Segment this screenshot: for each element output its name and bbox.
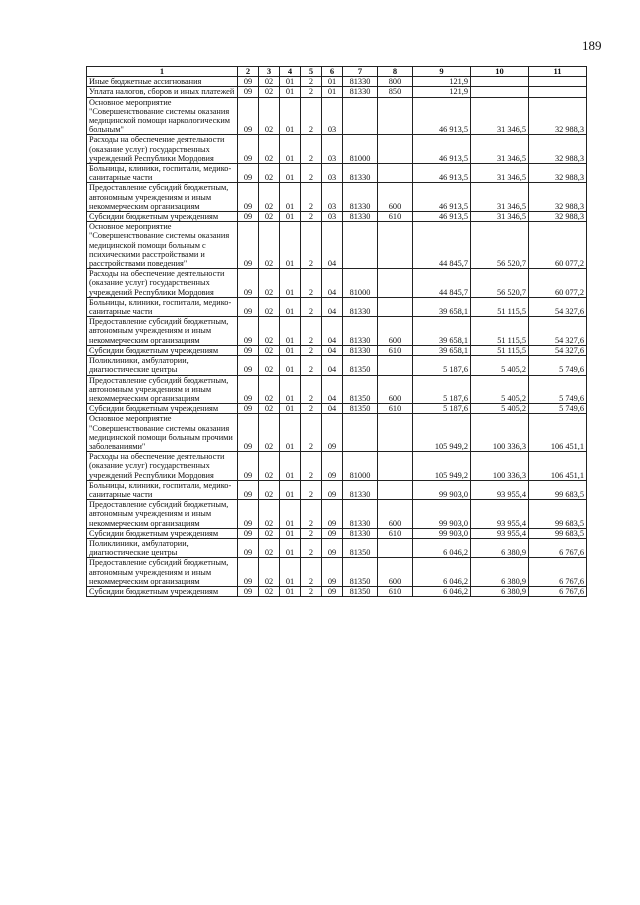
code-subprogram-cell: 2 [301, 297, 322, 316]
code-direction-cell: 81350 [343, 404, 378, 414]
amount-col-11-cell: 54 327,6 [529, 297, 587, 316]
amount-col-9-cell: 121,9 [413, 87, 471, 97]
amount-col-11-cell: 60 077,2 [529, 222, 587, 269]
code-subprogram-cell: 2 [301, 87, 322, 97]
amount-col-11-cell: 106 451,1 [529, 452, 587, 481]
amount-col-9-cell: 6 046,2 [413, 558, 471, 587]
amount-col-11-cell: 32 988,3 [529, 212, 587, 222]
code-direction-cell [343, 222, 378, 269]
code-program-cell: 01 [280, 558, 301, 587]
code-direction-cell [343, 414, 378, 452]
code-program-cell: 01 [280, 345, 301, 355]
code-subsection-cell: 02 [259, 135, 280, 164]
item-name-cell: Субсидии бюджетным учреждениям [87, 404, 238, 414]
code-event-cell: 04 [322, 345, 343, 355]
amount-col-11-cell: 99 683,5 [529, 500, 587, 529]
code-direction-cell: 81330 [343, 480, 378, 499]
item-name-cell: Расходы на обеспечение деятельности (оказание услуг) государственных учреждений Республики Мордовия [87, 135, 238, 164]
code-subprogram-cell: 2 [301, 558, 322, 587]
code-direction-cell: 81330 [343, 183, 378, 212]
code-subprogram-cell: 2 [301, 222, 322, 269]
code-direction-cell: 81000 [343, 452, 378, 481]
code-subprogram-cell: 2 [301, 375, 322, 404]
header-row [87, 67, 587, 77]
code-event-cell: 03 [322, 97, 343, 135]
code-expense-type-cell [378, 414, 413, 452]
code-event-cell: 01 [322, 87, 343, 97]
code-section-cell: 09 [238, 375, 259, 404]
amount-col-11-cell [529, 77, 587, 87]
table-row [87, 404, 587, 414]
code-program-cell: 01 [280, 480, 301, 499]
code-direction-cell: 81330 [343, 317, 378, 346]
header-cell: 9 [413, 67, 471, 77]
amount-col-9-cell: 99 903,0 [413, 528, 471, 538]
table-row [87, 345, 587, 355]
table-row [87, 97, 587, 135]
code-section-cell: 09 [238, 135, 259, 164]
amount-col-10-cell: 100 336,3 [471, 452, 529, 481]
amount-col-11-cell: 6 767,6 [529, 558, 587, 587]
code-direction-cell: 81330 [343, 87, 378, 97]
code-direction-cell: 81330 [343, 500, 378, 529]
code-subsection-cell: 02 [259, 87, 280, 97]
code-expense-type-cell: 600 [378, 500, 413, 529]
code-section-cell: 09 [238, 538, 259, 557]
amount-col-9-cell: 6 046,2 [413, 538, 471, 557]
code-subprogram-cell: 2 [301, 77, 322, 87]
table-row [87, 297, 587, 316]
item-name-cell: Основное мероприятие "Совершенствование системы оказания медицинской помощи больным прочими заболеваниями" [87, 414, 238, 452]
code-section-cell: 09 [238, 183, 259, 212]
code-event-cell: 03 [322, 183, 343, 212]
code-direction-cell: 81330 [343, 297, 378, 316]
header-cell: 1 [87, 67, 238, 77]
code-program-cell: 01 [280, 135, 301, 164]
code-program-cell: 01 [280, 528, 301, 538]
code-subprogram-cell: 2 [301, 586, 322, 596]
code-expense-type-cell: 800 [378, 77, 413, 87]
item-name-cell: Субсидии бюджетным учреждениям [87, 345, 238, 355]
code-program-cell: 01 [280, 164, 301, 183]
table-row [87, 528, 587, 538]
code-subsection-cell: 02 [259, 164, 280, 183]
code-event-cell: 04 [322, 404, 343, 414]
code-expense-type-cell: 600 [378, 558, 413, 587]
code-section-cell: 09 [238, 528, 259, 538]
item-name-cell: Субсидии бюджетным учреждениям [87, 586, 238, 596]
amount-col-10-cell: 56 520,7 [471, 222, 529, 269]
amount-col-9-cell: 46 913,5 [413, 164, 471, 183]
code-expense-type-cell: 610 [378, 404, 413, 414]
amount-col-11-cell: 54 327,6 [529, 345, 587, 355]
code-program-cell: 01 [280, 404, 301, 414]
amount-col-9-cell: 46 913,5 [413, 183, 471, 212]
code-section-cell: 09 [238, 212, 259, 222]
table-row [87, 414, 587, 452]
item-name-cell: Расходы на обеспечение деятельности (оказание услуг) государственных учреждений Республики Мордовия [87, 452, 238, 481]
code-direction-cell [343, 97, 378, 135]
item-name-cell: Поликлиники, амбулатории, диагностические центры [87, 356, 238, 375]
code-event-cell: 04 [322, 375, 343, 404]
code-event-cell: 09 [322, 480, 343, 499]
amount-col-10-cell: 93 955,4 [471, 480, 529, 499]
code-subprogram-cell: 2 [301, 404, 322, 414]
table-row [87, 480, 587, 499]
code-section-cell: 09 [238, 452, 259, 481]
table-row [87, 317, 587, 346]
code-expense-type-cell [378, 480, 413, 499]
code-section-cell: 09 [238, 558, 259, 587]
amount-col-11-cell: 5 749,6 [529, 356, 587, 375]
item-name-cell: Субсидии бюджетным учреждениям [87, 528, 238, 538]
code-subprogram-cell: 2 [301, 452, 322, 481]
amount-col-9-cell: 44 845,7 [413, 269, 471, 298]
code-subsection-cell: 02 [259, 404, 280, 414]
code-expense-type-cell: 610 [378, 586, 413, 596]
amount-col-10-cell: 6 380,9 [471, 586, 529, 596]
table-row [87, 500, 587, 529]
code-section-cell: 09 [238, 345, 259, 355]
code-subprogram-cell: 2 [301, 317, 322, 346]
code-subprogram-cell: 2 [301, 345, 322, 355]
code-section-cell: 09 [238, 356, 259, 375]
code-subprogram-cell: 2 [301, 269, 322, 298]
code-subprogram-cell: 2 [301, 538, 322, 557]
amount-col-9-cell: 105 949,2 [413, 452, 471, 481]
table-row [87, 87, 587, 97]
table-row [87, 212, 587, 222]
amount-col-11-cell: 32 988,3 [529, 135, 587, 164]
code-subsection-cell: 02 [259, 183, 280, 212]
code-program-cell: 01 [280, 452, 301, 481]
code-program-cell: 01 [280, 586, 301, 596]
code-direction-cell: 81000 [343, 269, 378, 298]
code-program-cell: 01 [280, 317, 301, 346]
code-expense-type-cell: 600 [378, 375, 413, 404]
table-row [87, 164, 587, 183]
table-row [87, 135, 587, 164]
page-number: 189 [582, 38, 602, 53]
code-event-cell: 09 [322, 538, 343, 557]
header-cell: 5 [301, 67, 322, 77]
code-event-cell: 04 [322, 222, 343, 269]
amount-col-9-cell: 46 913,5 [413, 212, 471, 222]
code-event-cell: 04 [322, 317, 343, 346]
code-direction-cell: 81350 [343, 558, 378, 587]
code-event-cell: 09 [322, 528, 343, 538]
amount-col-11-cell: 5 749,6 [529, 404, 587, 414]
table-row [87, 452, 587, 481]
code-event-cell: 04 [322, 269, 343, 298]
code-subsection-cell: 02 [259, 528, 280, 538]
item-name-cell: Предоставление субсидий бюджетным, автономным учреждениям и иным некоммерческим организациям [87, 317, 238, 346]
header-cell: 3 [259, 67, 280, 77]
code-section-cell: 09 [238, 500, 259, 529]
code-section-cell: 09 [238, 269, 259, 298]
code-expense-type-cell: 610 [378, 345, 413, 355]
code-subsection-cell: 02 [259, 77, 280, 87]
header-cell: 6 [322, 67, 343, 77]
code-section-cell: 09 [238, 480, 259, 499]
code-subsection-cell: 02 [259, 269, 280, 298]
code-direction-cell: 81330 [343, 212, 378, 222]
code-expense-type-cell: 600 [378, 317, 413, 346]
amount-col-10-cell: 5 405,2 [471, 404, 529, 414]
item-name-cell: Больницы, клиники, госпитали, медико-санитарные части [87, 297, 238, 316]
code-program-cell: 01 [280, 212, 301, 222]
code-expense-type-cell [378, 538, 413, 557]
amount-col-11-cell: 5 749,6 [529, 375, 587, 404]
code-subsection-cell: 02 [259, 97, 280, 135]
code-section-cell: 09 [238, 404, 259, 414]
amount-col-9-cell: 99 903,0 [413, 480, 471, 499]
code-expense-type-cell [378, 269, 413, 298]
amount-col-10-cell: 5 405,2 [471, 375, 529, 404]
amount-col-9-cell: 39 658,1 [413, 297, 471, 316]
code-event-cell: 03 [322, 135, 343, 164]
table-body [87, 77, 587, 597]
code-subprogram-cell: 2 [301, 356, 322, 375]
amount-col-11-cell: 32 988,3 [529, 164, 587, 183]
amount-col-10-cell: 93 955,4 [471, 500, 529, 529]
amount-col-9-cell: 6 046,2 [413, 586, 471, 596]
code-subsection-cell: 02 [259, 222, 280, 269]
table-row [87, 183, 587, 212]
code-program-cell: 01 [280, 414, 301, 452]
amount-col-11-cell: 32 988,3 [529, 183, 587, 212]
table-row [87, 77, 587, 87]
code-subsection-cell: 02 [259, 452, 280, 481]
code-program-cell: 01 [280, 269, 301, 298]
code-subprogram-cell: 2 [301, 480, 322, 499]
code-program-cell: 01 [280, 297, 301, 316]
amount-col-9-cell: 46 913,5 [413, 135, 471, 164]
code-section-cell: 09 [238, 297, 259, 316]
code-expense-type-cell [378, 135, 413, 164]
code-direction-cell: 81330 [343, 164, 378, 183]
code-section-cell: 09 [238, 87, 259, 97]
amount-col-11-cell: 99 683,5 [529, 480, 587, 499]
amount-col-10-cell: 51 115,5 [471, 317, 529, 346]
code-direction-cell: 81350 [343, 356, 378, 375]
code-direction-cell: 81350 [343, 586, 378, 596]
code-event-cell: 09 [322, 558, 343, 587]
amount-col-9-cell: 39 658,1 [413, 345, 471, 355]
code-expense-type-cell: 600 [378, 183, 413, 212]
amount-col-10-cell: 51 115,5 [471, 345, 529, 355]
item-name-cell: Основное мероприятие "Совершенствование системы оказания медицинской помощи наркологическим больным" [87, 97, 238, 135]
amount-col-10-cell: 5 405,2 [471, 356, 529, 375]
code-event-cell: 09 [322, 414, 343, 452]
item-name-cell: Предоставление субсидий бюджетным, автономным учреждениям и иным некоммерческим организациям [87, 183, 238, 212]
code-direction-cell: 81330 [343, 345, 378, 355]
item-name-cell: Уплата налогов, сборов и иных платежей [87, 87, 238, 97]
code-subsection-cell: 02 [259, 538, 280, 557]
amount-col-10-cell: 31 346,5 [471, 164, 529, 183]
code-expense-type-cell [378, 452, 413, 481]
code-subsection-cell: 02 [259, 586, 280, 596]
code-expense-type-cell [378, 222, 413, 269]
item-name-cell: Предоставление субсидий бюджетным, автономным учреждениям и иным некоммерческим организациям [87, 375, 238, 404]
code-direction-cell: 81350 [343, 538, 378, 557]
code-event-cell: 04 [322, 297, 343, 316]
amount-col-10-cell: 6 380,9 [471, 538, 529, 557]
amount-col-9-cell: 121,9 [413, 77, 471, 87]
code-event-cell: 09 [322, 452, 343, 481]
code-event-cell: 01 [322, 77, 343, 87]
amount-col-9-cell: 44 845,7 [413, 222, 471, 269]
amount-col-9-cell: 39 658,1 [413, 317, 471, 346]
code-subsection-cell: 02 [259, 480, 280, 499]
amount-col-9-cell: 46 913,5 [413, 97, 471, 135]
amount-col-10-cell [471, 87, 529, 97]
budget-table [86, 66, 587, 597]
amount-col-10-cell: 100 336,3 [471, 414, 529, 452]
code-expense-type-cell: 610 [378, 528, 413, 538]
code-event-cell: 04 [322, 356, 343, 375]
code-subsection-cell: 02 [259, 414, 280, 452]
amount-col-11-cell [529, 87, 587, 97]
header-cell: 11 [529, 67, 587, 77]
code-program-cell: 01 [280, 222, 301, 269]
item-name-cell: Основное мероприятие "Совершенствование системы оказания медицинской помощи больным с психическими расстройствами и расстройствами поведения" [87, 222, 238, 269]
code-subsection-cell: 02 [259, 297, 280, 316]
amount-col-11-cell: 60 077,2 [529, 269, 587, 298]
code-event-cell: 09 [322, 500, 343, 529]
item-name-cell: Предоставление субсидий бюджетным, автономным учреждениям и иным некоммерческим организациям [87, 500, 238, 529]
item-name-cell: Больницы, клиники, госпитали, медико-санитарные части [87, 164, 238, 183]
code-expense-type-cell [378, 97, 413, 135]
code-subprogram-cell: 2 [301, 528, 322, 538]
code-subprogram-cell: 2 [301, 500, 322, 529]
code-program-cell: 01 [280, 77, 301, 87]
item-name-cell: Поликлиники, амбулатории, диагностические центры [87, 538, 238, 557]
table-row [87, 222, 587, 269]
table-row [87, 269, 587, 298]
amount-col-11-cell: 6 767,6 [529, 586, 587, 596]
item-name-cell: Больницы, клиники, госпитали, медико-санитарные части [87, 480, 238, 499]
table-row [87, 375, 587, 404]
amount-col-9-cell: 5 187,6 [413, 375, 471, 404]
code-section-cell: 09 [238, 414, 259, 452]
code-subsection-cell: 02 [259, 212, 280, 222]
code-subsection-cell: 02 [259, 317, 280, 346]
code-program-cell: 01 [280, 500, 301, 529]
amount-col-10-cell: 31 346,5 [471, 183, 529, 212]
code-section-cell: 09 [238, 222, 259, 269]
code-subprogram-cell: 2 [301, 414, 322, 452]
amount-col-10-cell: 31 346,5 [471, 135, 529, 164]
code-expense-type-cell [378, 297, 413, 316]
table-row [87, 538, 587, 557]
header-cell: 4 [280, 67, 301, 77]
code-direction-cell: 81000 [343, 135, 378, 164]
code-section-cell: 09 [238, 77, 259, 87]
code-program-cell: 01 [280, 183, 301, 212]
amount-col-11-cell: 54 327,6 [529, 317, 587, 346]
amount-col-10-cell [471, 77, 529, 87]
code-section-cell: 09 [238, 164, 259, 183]
table-row [87, 558, 587, 587]
code-section-cell: 09 [238, 586, 259, 596]
amount-col-11-cell: 99 683,5 [529, 528, 587, 538]
code-section-cell: 09 [238, 317, 259, 346]
code-event-cell: 03 [322, 212, 343, 222]
code-subsection-cell: 02 [259, 558, 280, 587]
amount-col-9-cell: 5 187,6 [413, 404, 471, 414]
item-name-cell: Предоставление субсидий бюджетным, автономным учреждениям и иным некоммерческим организациям [87, 558, 238, 587]
code-program-cell: 01 [280, 375, 301, 404]
amount-col-11-cell: 32 988,3 [529, 97, 587, 135]
amount-col-10-cell: 6 380,9 [471, 558, 529, 587]
table-row [87, 586, 587, 596]
code-subsection-cell: 02 [259, 375, 280, 404]
header-cell: 2 [238, 67, 259, 77]
code-expense-type-cell [378, 164, 413, 183]
amount-col-11-cell: 106 451,1 [529, 414, 587, 452]
amount-col-10-cell: 31 346,5 [471, 97, 529, 135]
code-expense-type-cell: 610 [378, 212, 413, 222]
code-direction-cell: 81330 [343, 77, 378, 87]
code-subprogram-cell: 2 [301, 212, 322, 222]
code-direction-cell: 81330 [343, 528, 378, 538]
header-cell: 8 [378, 67, 413, 77]
code-section-cell: 09 [238, 97, 259, 135]
item-name-cell: Расходы на обеспечение деятельности (оказание услуг) государственных учреждений Республики Мордовия [87, 269, 238, 298]
code-program-cell: 01 [280, 538, 301, 557]
amount-col-10-cell: 56 520,7 [471, 269, 529, 298]
amount-col-10-cell: 93 955,4 [471, 528, 529, 538]
item-name-cell: Субсидии бюджетным учреждениям [87, 212, 238, 222]
code-event-cell: 09 [322, 586, 343, 596]
code-expense-type-cell: 850 [378, 87, 413, 97]
amount-col-11-cell: 6 767,6 [529, 538, 587, 557]
code-subprogram-cell: 2 [301, 164, 322, 183]
amount-col-9-cell: 105 949,2 [413, 414, 471, 452]
header-cell: 10 [471, 67, 529, 77]
table-row [87, 356, 587, 375]
code-direction-cell: 81350 [343, 375, 378, 404]
amount-col-9-cell: 5 187,6 [413, 356, 471, 375]
item-name-cell: Иные бюджетные ассигнования [87, 77, 238, 87]
code-subsection-cell: 02 [259, 345, 280, 355]
code-subsection-cell: 02 [259, 356, 280, 375]
code-subprogram-cell: 2 [301, 135, 322, 164]
code-expense-type-cell [378, 356, 413, 375]
amount-col-10-cell: 51 115,5 [471, 297, 529, 316]
amount-col-9-cell: 99 903,0 [413, 500, 471, 529]
header-cell: 7 [343, 67, 378, 77]
code-program-cell: 01 [280, 87, 301, 97]
amount-col-10-cell: 31 346,5 [471, 212, 529, 222]
code-program-cell: 01 [280, 356, 301, 375]
code-subsection-cell: 02 [259, 500, 280, 529]
code-subprogram-cell: 2 [301, 183, 322, 212]
code-program-cell: 01 [280, 97, 301, 135]
code-event-cell: 03 [322, 164, 343, 183]
code-subprogram-cell: 2 [301, 97, 322, 135]
